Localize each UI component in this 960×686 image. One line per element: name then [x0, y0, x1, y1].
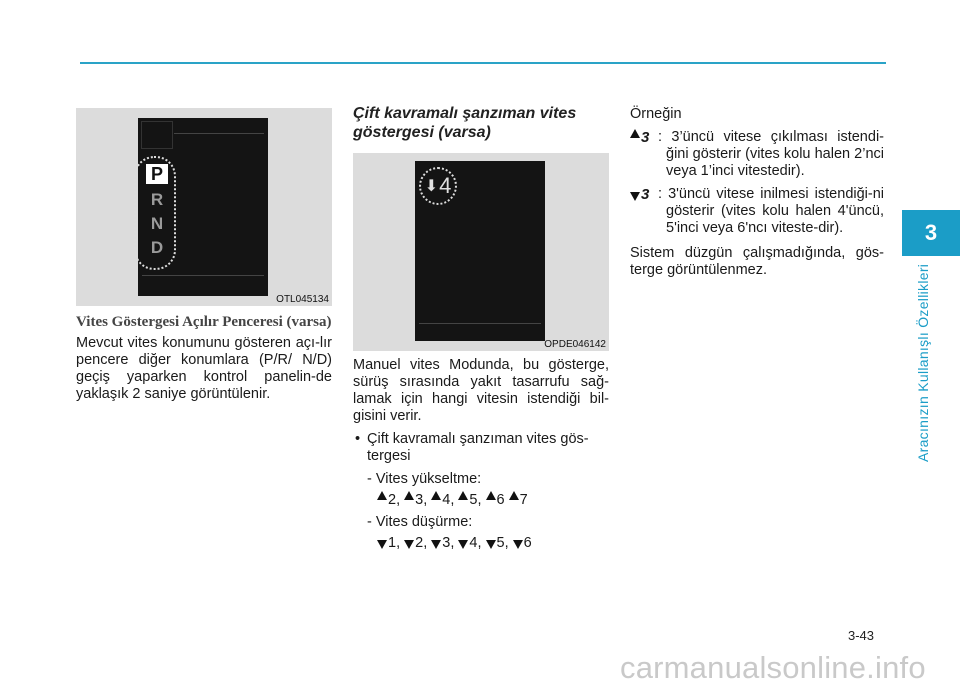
column-1 [76, 314, 332, 403]
down-arrow-icon: ⬇ [424, 178, 439, 195]
section-heading-line: Çift kavramalı şanzıman vites [353, 105, 577, 122]
chapter-number: 3 [924, 220, 938, 245]
bullet-item: • Çift kavramalı şanzıman vites gös-tergesi [355, 431, 589, 464]
figure-code: OTL045134 [276, 294, 329, 305]
paragraph: Mevcut vites konumunu gösteren açı-lır pencere diğer konumlara (P/R/ N/D) geçiş yaparken kontrol panelin-de yaklaşık 2 saniye görüntülenir. [76, 335, 332, 402]
screen-line [142, 275, 264, 276]
up-triangle-icon [458, 491, 468, 500]
upshift-list: 2, 3, 4, 5, 6 7 [353, 490, 609, 510]
down-triangle-icon [630, 192, 640, 201]
down-triangle-icon [486, 540, 496, 549]
cluster-screen [415, 161, 545, 341]
upshift-symbol: 3 [630, 129, 649, 147]
section-heading: Vites Göstergesi Açılır Penceresi (varsa) [76, 314, 332, 330]
column-2 [353, 357, 609, 553]
gear-r: R [150, 190, 164, 209]
chapter-title: Aracınızın Kullanışlı Özellikleri [915, 263, 931, 462]
up-triangle-icon [431, 491, 441, 500]
bullet-dot: • [355, 431, 361, 447]
up-triangle-icon [404, 491, 414, 500]
up-triangle-icon [630, 129, 640, 138]
up-triangle-icon [509, 491, 519, 500]
top-rule [80, 62, 886, 64]
cluster-screen [138, 118, 268, 296]
downshift-label: - Vites düşürme: [367, 514, 473, 530]
upshift-label: - Vites yükseltme: [367, 471, 482, 487]
screen-line [174, 133, 264, 134]
gear-popup-figure [76, 108, 332, 306]
chapter-tab[interactable] [902, 210, 960, 256]
down-triangle-icon [458, 540, 468, 549]
section-heading-line: göstergesi (varsa) [353, 124, 491, 141]
example-label: Örneğin [630, 106, 682, 122]
gear-n: N [150, 214, 164, 233]
up-triangle-icon [377, 491, 387, 500]
down-triangle-icon [377, 540, 387, 549]
screen-line [419, 323, 541, 324]
up-triangle-icon [486, 491, 496, 500]
down-triangle-icon [431, 540, 441, 549]
downshift-list: 1, 2, 3, 4, 5, 6 [353, 533, 609, 553]
paragraph: Manuel vites Modunda, bu gösterge, sürüş sırasında yakıt tasarrufu sağ-lamak için hangi vitesin istendiği bil-gisini verir. [353, 357, 609, 424]
down-triangle-icon [404, 540, 414, 549]
gear-p: P [146, 164, 168, 184]
column-2-heading [353, 104, 613, 142]
page-number: 3-43 [848, 628, 875, 643]
screen-top-box [141, 121, 173, 149]
downshift-symbol: 3 [630, 186, 649, 204]
upshift-example: 3 : 3’üncü vitese çıkılması istendi-ğini gösterir (vites kolu halen 2’nci veya 1’inci vitestedir). [630, 129, 884, 180]
shift-indicator: ⬇ 4 [419, 167, 457, 205]
column-3 [630, 106, 884, 279]
downshift-example: 3 : 3'üncü vitese inilmesi istendiği-ni gösterir (vites kolu halen 4'üncü, 5'inci veya 6'ncı viteste-dir). [630, 186, 884, 237]
gear-d: D [150, 238, 164, 257]
dct-indicator-figure [353, 153, 609, 351]
down-triangle-icon [513, 540, 523, 549]
paragraph: Sistem düzgün çalışmadığında, gös-terge görüntülenmez. [630, 245, 884, 278]
watermark: carmanualsonline.info [620, 650, 926, 685]
figure-code: OPDE046142 [544, 339, 606, 350]
